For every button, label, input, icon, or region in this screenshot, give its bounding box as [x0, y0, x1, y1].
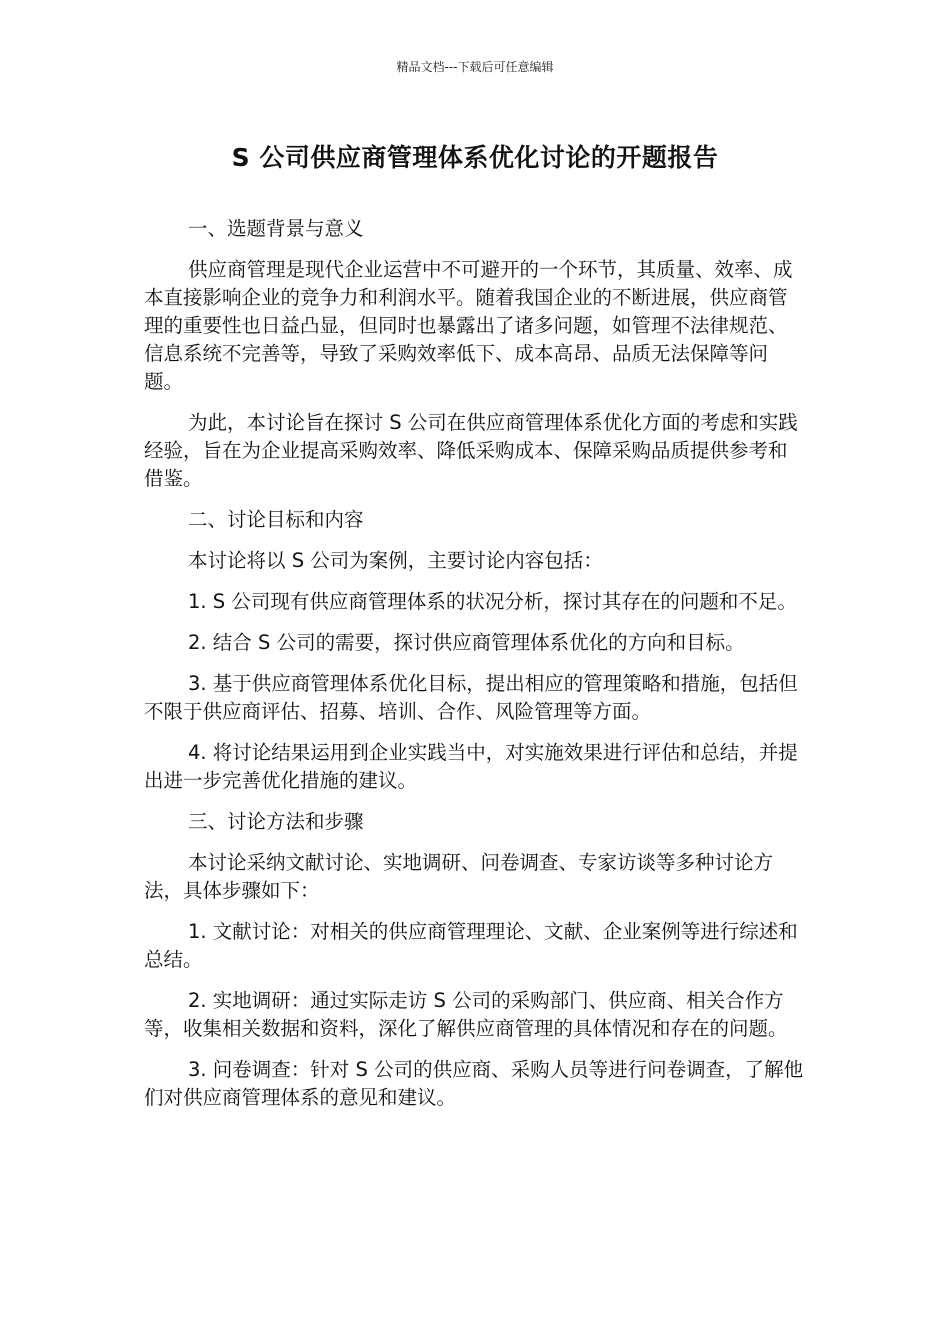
list-item: 2. 结合 S 公司的需要，探讨供应商管理体系优化的方向和目标。: [188, 631, 745, 654]
paragraph: 本讨论将以 S 公司为案例，主要讨论内容包括：: [188, 549, 603, 572]
paragraph: 为此，本讨论旨在探讨 S 公司在供应商管理体系优化方面的考虑和实践经验，旨在为企业提高采购效率、降低采购成本、保障采购品质提供参考和借鉴。: [144, 411, 798, 490]
paragraph: 供应商管理是现代企业运营中不可避开的一个环节，其质量、效率、成本直接影响企业的竞争力和利润水平。随着我国企业的不断进展，供应商管理的重要性也日益凸显，但同时也暴露出了诸多问题，如管理不法律规范、信息系统不完善等，导致了采购效率低下、成本高昂、品质无法保障等问题。: [144, 258, 793, 393]
list-item: 2. 实地调研：通过实际走访 S 公司的采购部门、供应商、相关合作方等，收集相关数据和资料，深化了解供应商管理的具体情况和存在的问题。: [144, 989, 788, 1040]
section-heading-background: 一、选题背景与意义: [188, 217, 364, 240]
document-body: [144, 215, 806, 1125]
list-item: 3. 问卷调查：针对 S 公司的供应商、采购人员等进行问卷调查，了解他们对供应商管理体系的意见和建议。: [144, 1058, 804, 1109]
section-heading-goals: 二、讨论目标和内容: [188, 508, 364, 531]
list-item: 3. 基于供应商管理体系优化目标，提出相应的管理策略和措施，包括但不限于供应商评估、招募、培训、合作、风险管理等方面。: [144, 672, 798, 723]
list-item: 1. 文献讨论：对相关的供应商管理理论、文献、企业案例等进行综述和总结。: [144, 920, 798, 971]
list-item: 4. 将讨论结果运用到企业实践当中，对实施效果进行评估和总结，并提出进一步完善优化措施的建议。: [144, 741, 798, 792]
section-heading-methods: 三、讨论方法和步骤: [188, 810, 364, 833]
paragraph: 本讨论采纳文献讨论、实地调研、问卷调查、专家访谈等多种讨论方法，具体步骤如下：: [144, 851, 774, 902]
document-title: S 公司供应商管理体系优化讨论的开题报告: [231, 143, 719, 172]
list-item: 1. S 公司现有供应商管理体系的状况分析，探讨其存在的问题和不足。: [188, 590, 797, 613]
page-header: 精品文档---下载后可任意编辑: [396, 60, 554, 74]
